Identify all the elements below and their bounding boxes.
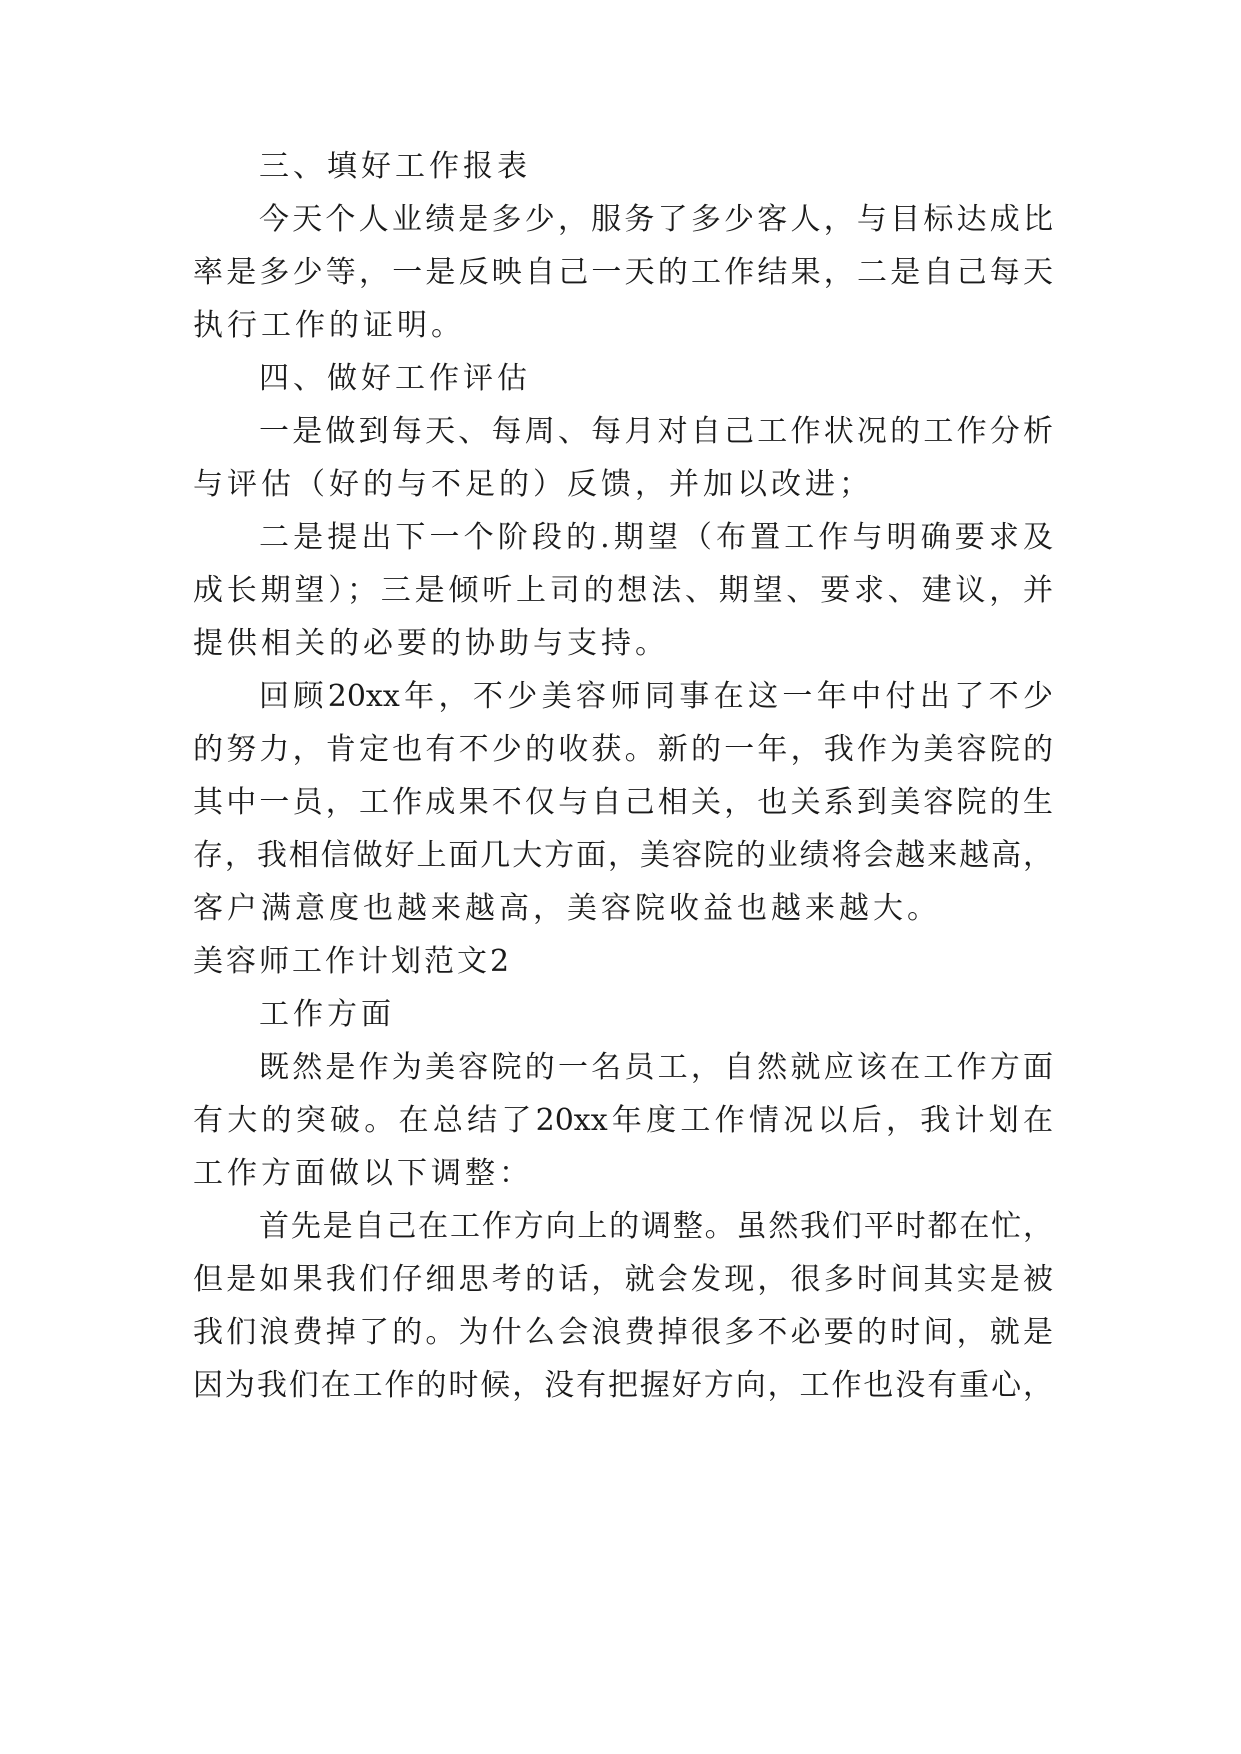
paragraph-line: 率是多少等，一是反映自己一天的工作结果，二是自己每天 (193, 255, 1053, 290)
paragraph-line: 今天个人业绩是多少，服务了多少客人，与目标达成比 (259, 202, 1053, 237)
paragraph-line: 既然是作为美容院的一名员工，自然就应该在工作方面 (259, 1050, 1053, 1085)
paragraph-line: 的努力，肯定也有不少的收获。新的一年，我作为美容院的 (193, 732, 1053, 767)
paragraph-line: 其中一员，工作成果不仅与自己相关，也关系到美容院的生 (193, 785, 1053, 820)
paragraph-line: 成长期望）；三是倾听上司的想法、期望、要求、建议，并 (193, 573, 1053, 608)
paragraph-line: 回顾20xx年，不少美容师同事在这一年中付出了不少 (259, 679, 1053, 714)
paragraph-line: 一是做到每天、每周、每月对自己工作状况的工作分析 (259, 414, 1053, 449)
paragraph-line: 工作方面做以下调整： (193, 1156, 533, 1191)
paragraph-line: 因为我们在工作的时候，没有把握好方向，工作也没有重心， (193, 1368, 1053, 1403)
paragraph-line: 二是提出下一个阶段的.期望（布置工作与明确要求及 (259, 520, 1053, 555)
paragraph-line: 首先是自己在工作方向上的调整。虽然我们平时都在忙， (259, 1209, 1053, 1244)
paragraph-line: 客户满意度也越来越高，美容院收益也越来越大。 (193, 891, 941, 926)
paragraph-line: 执行工作的证明。 (193, 308, 465, 343)
section-heading-fill-report: 三、填好工作报表 (259, 149, 531, 184)
paragraph-line: 与评估（好的与不足的）反馈，并加以改进； (193, 467, 873, 502)
paragraph-line: 有大的突破。在总结了20xx年度工作情况以后，我计划在 (193, 1103, 1053, 1138)
document-title: 美容师工作计划范文2 (193, 944, 513, 979)
section-heading-work: 工作方面 (259, 997, 395, 1032)
paragraph-line: 我们浪费掉了的。为什么会浪费掉很多不必要的时间，就是 (193, 1315, 1053, 1350)
paragraph-line: 存，我相信做好上面几大方面，美容院的业绩将会越来越高， (193, 838, 1053, 873)
section-heading-evaluation: 四、做好工作评估 (259, 361, 531, 396)
paragraph-line: 提供相关的必要的协助与支持。 (193, 626, 669, 661)
paragraph-line: 但是如果我们仔细思考的话，就会发现，很多时间其实是被 (193, 1262, 1053, 1297)
